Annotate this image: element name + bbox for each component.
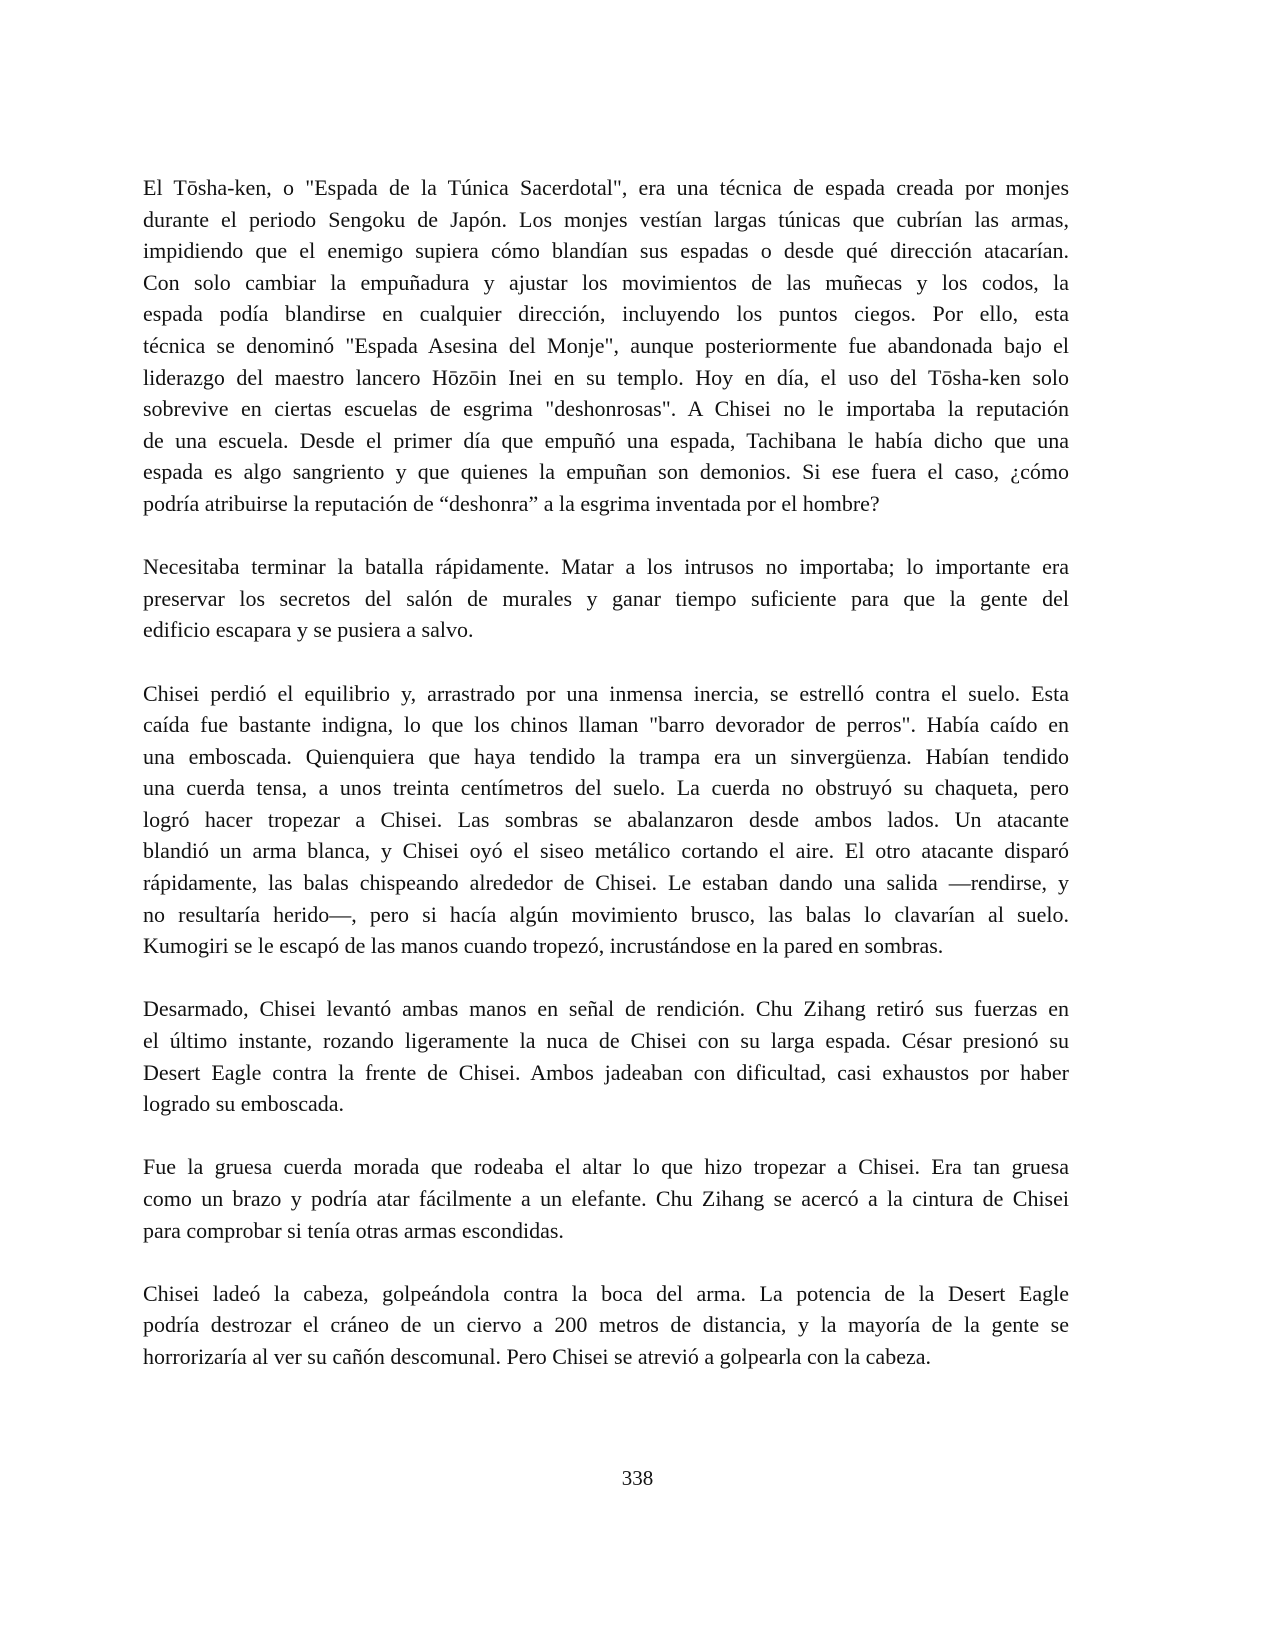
text-line: caída fue bastante indigna, lo que los chinos llaman "barro devorador de perros". Había caído en xyxy=(143,712,1069,738)
text-line: espada podía blandirse en cualquier dirección, incluyendo los puntos ciegos. Por ello, esta xyxy=(143,301,1069,327)
text-line: Desert Eagle contra la frente de Chisei. Ambos jadeaban con dificultad, casi exhaustos por haber xyxy=(143,1059,1069,1085)
text-line: espada es algo sangriento y que quienes la empuñan son demonios. Si ese fuera el caso, ¿cómo xyxy=(143,459,1069,485)
text-line: Fue la gruesa cuerda morada que rodeaba el altar lo que hizo tropezar a Chisei. Era tan gruesa xyxy=(143,1154,1069,1180)
text-line: edificio escapara y se pusiera a salvo. xyxy=(143,617,474,643)
paragraph xyxy=(143,1278,1069,1373)
text-line: rápidamente, las balas chispeando alrededor de Chisei. Le estaban dando una salida —rendirse, y xyxy=(143,870,1069,896)
text-line: una cuerda tensa, a unos treinta centímetros del suelo. La cuerda no obstruyó su chaqueta, pero xyxy=(143,775,1069,801)
text-line: sobrevive en ciertas escuelas de esgrima "deshonrosas". A Chisei no le importaba la reputación xyxy=(143,396,1069,422)
text-line: horrorizaría al ver su cañón descomunal. Pero Chisei se atrevió a golpearla con la cabeza. xyxy=(143,1343,931,1369)
text-line: Con solo cambiar la empuñadura y ajustar los movimientos de las muñecas y los codos, la xyxy=(143,269,1069,295)
text-line: Kumogiri se le escapó de las manos cuando tropezó, incrustándose en la pared en sombras. xyxy=(143,933,944,959)
paragraph xyxy=(143,993,1069,1119)
text-line: blandió un arma blanca, y Chisei oyó el siseo metálico cortando el aire. El otro atacante disparó xyxy=(143,838,1069,864)
page-number: 338 xyxy=(621,1466,654,1490)
text-line: como un brazo y podría atar fácilmente a un elefante. Chu Zihang se acercó a la cintura de Chisei xyxy=(143,1186,1069,1211)
text-line: Chisei ladeó la cabeza, golpeándola contra la boca del arma. La potencia de la Desert Eagle xyxy=(143,1280,1069,1306)
text-line: impidiendo que el enemigo supiera cómo blandían sus espadas o desde qué dirección atacarían. xyxy=(143,238,1069,264)
text-line: liderazgo del maestro lancero Hōzōin Inei en su templo. Hoy en día, el uso del Tōsha-ken solo xyxy=(143,364,1069,390)
body-text xyxy=(143,172,1069,1404)
text-line: logró hacer tropezar a Chisei. Las sombras se abalanzaron desde ambos lados. Un atacante xyxy=(143,806,1069,832)
text-line: podría atribuirse la reputación de “deshonra” a la esgrima inventada por el hombre? xyxy=(143,490,880,516)
paragraph xyxy=(143,551,1069,646)
text-line: técnica se denominó "Espada Asesina del Monje", aunque posteriormente fue abandonada bajo el xyxy=(143,332,1069,358)
text-line: logrado su emboscada. xyxy=(143,1091,344,1117)
text-line: El Tōsha-ken, o "Espada de la Túnica Sacerdotal", era una técnica de espada creada por monjes xyxy=(143,175,1069,200)
paragraph xyxy=(143,678,1069,962)
text-line: Necesitaba terminar la batalla rápidamente. Matar a los intrusos no importaba; lo importante era xyxy=(143,554,1069,580)
text-line: una emboscada. Quienquiera que haya tendido la trampa era un sinvergüenza. Habían tendido xyxy=(143,743,1069,769)
paragraph xyxy=(143,172,1069,520)
text-line: el último instante, rozando ligeramente la nuca de Chisei con su larga espada. César presionó su xyxy=(143,1028,1069,1054)
text-line: podría destrozar el cráneo de un ciervo a 200 metros de distancia, y la mayoría de la gente se xyxy=(143,1312,1069,1338)
text-line: no resultaría herido—, pero si hacía algún movimiento brusco, las balas lo clavarían al suelo. xyxy=(143,901,1069,927)
text-line: para comprobar si tenía otras armas escondidas. xyxy=(143,1217,564,1243)
text-line: preservar los secretos del salón de murales y ganar tiempo suficiente para que la gente del xyxy=(143,585,1069,611)
text-line: Chisei perdió el equilibrio y, arrastrado por una inmensa inercia, se estrelló contra el suelo. Esta xyxy=(143,680,1069,706)
text-line: Desarmado, Chisei levantó ambas manos en señal de rendición. Chu Zihang retiró sus fuerzas en xyxy=(143,996,1069,1022)
paragraph xyxy=(143,1151,1069,1246)
text-line: de una escuela. Desde el primer día que empuñó una espada, Tachibana le había dicho que una xyxy=(143,427,1069,453)
text-line: durante el periodo Sengoku de Japón. Los monjes vestían largas túnicas que cubrían las armas, xyxy=(143,206,1069,232)
